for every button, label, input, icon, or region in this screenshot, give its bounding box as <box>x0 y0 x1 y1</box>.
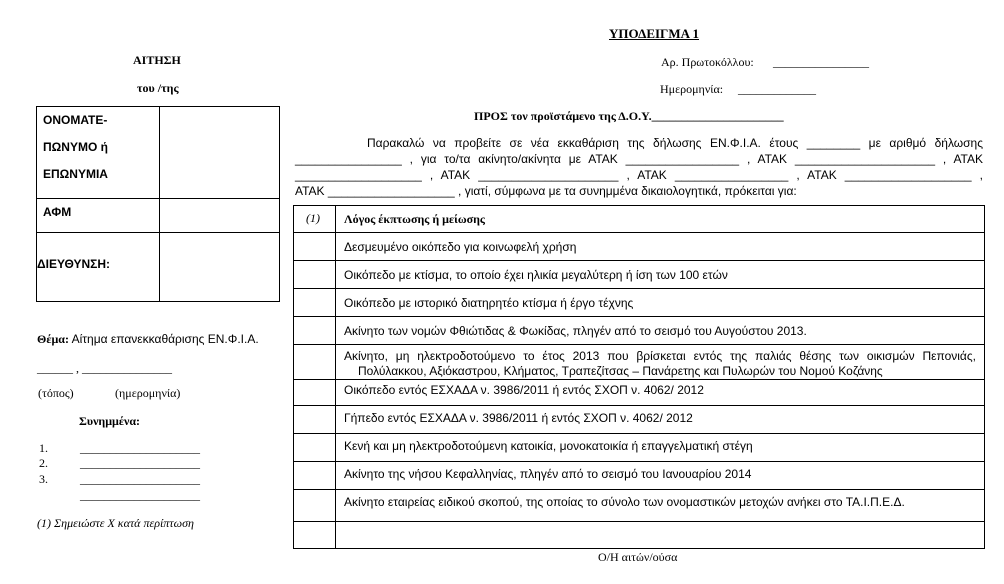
reason-row <box>294 233 984 261</box>
cell-divider <box>159 199 160 232</box>
reason-row <box>294 406 984 434</box>
reason-row <box>294 380 984 406</box>
footnote: (1) Σημειώστε Χ κατά περίπτωση <box>37 516 194 530</box>
reason-checkbox[interactable] <box>294 462 336 489</box>
attachment-number: 3. <box>39 472 48 486</box>
name-label-line-2: ΠΩΝΥΜΟ ή <box>43 140 108 154</box>
request-body <box>295 135 983 199</box>
applicant-info-table <box>36 106 280 302</box>
body-line: ΑΤΑΚ ___________________ , γιατί, σύμφωνα με τα συνημμένα δικαιολογητικά, πρόκειται για: <box>295 184 797 198</box>
body-line: ___________________ , ΑΤΑΚ _____________________ , ΑΤΑΚ _________________ , ΑΤΑΚ ___________________ , <box>295 168 983 182</box>
signature-caption: Ο/Η αιτών/ούσα <box>598 550 678 564</box>
date-label: Ημερομηνία: <box>660 82 724 96</box>
reason-text: Κενή και μη ηλεκτροδοτούμενη κατοικία, μονοκατοικία ή επαγγελματική στέγη <box>344 439 753 453</box>
reason-checkbox[interactable] <box>294 345 336 379</box>
name-row <box>37 107 279 199</box>
reason-text: Ακίνητο, μη ηλεκτροδοτούμενο το έτος 2013 που βρίσκεται εντός της παλιάς θέσης των οικισμών Πεπονιάς, <box>344 349 976 363</box>
reasons-table <box>293 205 985 549</box>
reason-text-continued: Πολύλακκου, Αξιόκαστρου, Κλήματος, Τραπεζίτσας – Πανάρετης και Πυλωρών του Νομού Κοζάνης <box>358 364 883 378</box>
place-caption: (τόπος) <box>38 386 74 400</box>
reason-text: Οικόπεδο με ιστορικό διατηρητέο κτίσμα ή έργο τέχνης <box>344 296 634 310</box>
reason-checkbox[interactable] <box>294 522 336 548</box>
attachment-field[interactable]: ____________________ <box>80 472 200 486</box>
attachment-field[interactable]: ____________________ <box>80 441 200 455</box>
subject-label: Θέμα: <box>37 332 69 346</box>
model-title: ΥΠΟΔΕΙΓΜΑ 1 <box>609 26 700 41</box>
attachment-field[interactable]: ____________________ <box>80 488 200 502</box>
body-line: Παρακαλώ να προβείτε σε νέα εκκαθάριση της δήλωσης ΕΝ.Φ.Ι.Α. έτους ________ με αριθμό δήλωσης <box>367 136 983 150</box>
reason-row <box>294 434 984 462</box>
cell-divider <box>159 233 160 301</box>
reason-row <box>294 462 984 490</box>
reason-checkbox[interactable] <box>294 261 336 288</box>
name-label-line-3: ΕΠΩΝΥΜΙΑ <box>43 167 108 181</box>
reason-checkbox[interactable] <box>294 490 336 521</box>
addressee: ΠΡΟΣ τον προϊστάμενο της Δ.Ο.Υ.______________________ <box>474 109 784 123</box>
address-field[interactable] <box>161 233 279 301</box>
tax-id-label: ΑΦΜ <box>43 205 72 219</box>
reason-checkbox[interactable] <box>294 406 336 433</box>
reason-text: Ακίνητο της νήσου Κεφαλληνίας, πληγέν από το σεισμό του Ιανουαρίου 2014 <box>344 467 752 481</box>
attachment-number: 1. <box>39 441 48 455</box>
name-label-line-1: ΟΝΟΜΑΤΕ- <box>43 113 108 127</box>
reason-text: Γήπεδο εντός ΕΣΧΑΔΑ ν. 3986/2011 ή εντός ΣΧΟΠ ν. 4062/ 2012 <box>344 411 693 425</box>
subject-text: Αίτημα επανεκκαθάρισης ΕΝ.Φ.Ι.Α. <box>71 332 259 346</box>
place-date-blanks[interactable]: ______ , _______________ <box>37 361 172 375</box>
reason-text: Ακίνητο εταιρείας ειδικού σκοπού, της οποίας το σύνολο των ονομαστικών μετοχών ανήκει στο ΤΑ.Ι.Π.Ε.Δ. <box>344 495 905 509</box>
body-line: ________________ , για το/τα ακίνητο/ακίνητα με ΑΤΑΚ _________________ , ΑΤΑΚ _____________________ , ΑΤΑΚ <box>295 152 983 166</box>
reason-checkbox[interactable] <box>294 380 336 405</box>
tax-id-row <box>37 199 279 233</box>
reason-checkbox[interactable] <box>294 233 336 260</box>
reason-text: Οικόπεδο εντός ΕΣΧΑΔΑ ν. 3986/2011 ή εντός ΣΧΟΠ ν. 4062/ 2012 <box>344 383 704 397</box>
reason-checkbox[interactable] <box>294 289 336 316</box>
reason-row <box>294 345 984 380</box>
date-field[interactable]: _____________ <box>738 82 816 96</box>
date-caption: (ημερομηνία) <box>115 386 181 400</box>
reason-row <box>294 261 984 289</box>
reason-row <box>294 490 984 522</box>
reason-row <box>294 317 984 345</box>
reason-checkbox[interactable] <box>294 434 336 461</box>
reason-column-header: Λόγος έκπτωσης ή μείωσης <box>344 212 485 226</box>
attachment-number: 2. <box>39 456 48 470</box>
reason-row <box>294 289 984 317</box>
name-field[interactable] <box>161 107 279 198</box>
reasons-header-row <box>294 206 984 233</box>
checkbox-column-header <box>294 206 336 232</box>
reason-checkbox[interactable] <box>294 317 336 344</box>
tax-id-field[interactable] <box>161 199 279 232</box>
attachment-field[interactable]: ____________________ <box>80 456 200 470</box>
subject-line <box>37 332 259 347</box>
applicant-of-label: του /της <box>137 81 179 95</box>
reason-text: Δεσμευμένο οικόπεδο για κοινωφελή χρήση <box>344 240 577 254</box>
protocol-label: Αρ. Πρωτοκόλλου: <box>661 55 754 69</box>
protocol-number-field[interactable]: ________________ <box>773 55 869 69</box>
reason-text: Ακίνητο των νομών Φθιώτιδας & Φωκίδας, πληγέν από το σεισμό του Αυγούστου 2013. <box>344 324 807 338</box>
reason-text: Οικόπεδο με κτίσμα, το οποίο έχει ηλικία μεγαλύτερη ή ίση των 100 ετών <box>344 268 728 282</box>
attachments-title: Συνημμένα: <box>79 414 141 428</box>
application-title: ΑΙΤΗΣΗ <box>133 53 181 67</box>
address-label: ΔΙΕΥΘΥΝΣΗ: <box>37 257 111 271</box>
checkbox-column-label: (1) <box>306 211 320 225</box>
address-row <box>37 233 279 301</box>
cell-divider <box>159 107 160 198</box>
reason-row <box>294 522 984 548</box>
